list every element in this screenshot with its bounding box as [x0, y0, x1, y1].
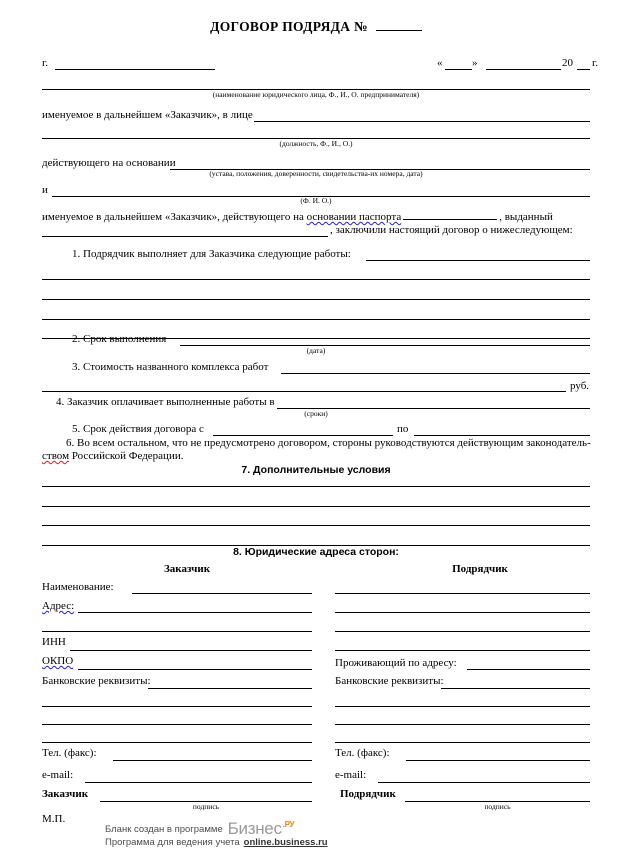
- customer-bank-line-1[interactable]: [148, 688, 312, 689]
- page-title-text: ДОГОВОР ПОДРЯДА №: [210, 19, 368, 34]
- contractor-residing-label: Проживающий по адресу:: [335, 657, 457, 669]
- issued-label: , выданный: [499, 211, 553, 223]
- customer-name-label: Наименование:: [42, 581, 114, 593]
- date-year-line[interactable]: [577, 69, 590, 70]
- clause-5-from-line[interactable]: [213, 435, 393, 436]
- clause-7-line-3[interactable]: [42, 525, 590, 526]
- and-label: и: [42, 184, 48, 196]
- clause-3-unit: руб.: [570, 380, 590, 392]
- contractor-phone-line[interactable]: [406, 760, 590, 761]
- page-title: [0, 18, 632, 36]
- clause-7-line-2[interactable]: [42, 506, 590, 507]
- customer-address-label: [42, 601, 74, 612]
- customer-address-text: Адрес:: [42, 600, 75, 612]
- customer-okpo-text: ОКПО: [42, 655, 74, 667]
- clause-5-mid-label: по: [397, 423, 409, 435]
- contractor-signature-annotation: подпись: [484, 802, 511, 811]
- contractor-phone-label: Тел. (факс):: [335, 747, 390, 759]
- footer-line-1: [105, 820, 328, 836]
- contract-number-blank[interactable]: [376, 20, 422, 31]
- footer-line-1-text: Бланк создан в программе: [105, 824, 223, 835]
- clause-1-line-3[interactable]: [42, 299, 590, 300]
- customer-okpo-line[interactable]: [78, 669, 312, 670]
- date-close-quote: »: [472, 57, 478, 69]
- passport-basis-text: основании паспорта: [306, 211, 402, 223]
- contractor-bank-line-3[interactable]: [335, 724, 590, 725]
- entity-name-annotation: (наименование юридического лица, Ф., И., О. предпринимателя): [212, 90, 420, 99]
- contractor-signature-label: Подрядчик: [340, 788, 396, 800]
- clause-5-to-line[interactable]: [414, 435, 590, 436]
- customer-bank-line-2[interactable]: [42, 706, 312, 707]
- customer-inn-line[interactable]: [70, 650, 312, 651]
- date-year-suffix: г.: [592, 57, 599, 69]
- date-month-line[interactable]: [486, 69, 561, 70]
- clause-6-word-stvom: ством: [42, 450, 70, 462]
- contractor-email-label: e-mail:: [335, 769, 367, 781]
- date-year-prefix: 20: [562, 57, 573, 69]
- contractor-column-heading: Подрядчик: [452, 563, 508, 575]
- customer-email-line[interactable]: [85, 782, 312, 783]
- contractor-bank-line-2[interactable]: [335, 706, 590, 707]
- clause-5-label: 5. Срок действия договора с: [72, 423, 204, 435]
- clause-6-line-2: [42, 451, 183, 462]
- customer-bank-line-3[interactable]: [42, 724, 312, 725]
- clause-7-heading: 7. Дополнительные условия: [241, 464, 391, 476]
- clause-1-line-4[interactable]: [42, 319, 590, 320]
- clause-3-line-1[interactable]: [281, 373, 590, 374]
- customer-passport-row: [42, 209, 553, 223]
- clause-8-heading: 8. Юридические адреса сторон:: [233, 546, 399, 558]
- customer-address-line-2[interactable]: [42, 631, 312, 632]
- customer-phone-label: Тел. (факс):: [42, 747, 97, 759]
- customer-designation-label: именуемое в дальнейшем «Заказчик», в лице: [42, 109, 253, 121]
- customer-representative-line[interactable]: [254, 121, 590, 122]
- clause-6-rest: Российской Федерации.: [69, 450, 184, 462]
- customer-signature-label: Заказчик: [42, 788, 89, 800]
- customer-address-line-1[interactable]: [78, 612, 312, 613]
- position-annotation: (должность, Ф., И., О.): [279, 139, 353, 148]
- footer-line-2: [105, 836, 328, 849]
- passport-issuer-line[interactable]: [42, 236, 328, 237]
- customer-passport-prefix: именуемое в дальнейшем «Заказчик», действующего на: [42, 211, 307, 223]
- brand-tld-text: .РУ: [282, 820, 295, 829]
- contractor-bank-line-1[interactable]: [441, 688, 590, 689]
- stamp-label: М.П.: [42, 813, 66, 825]
- customer-bank-line-4[interactable]: [42, 742, 312, 743]
- clause-1-line-2[interactable]: [42, 279, 590, 280]
- contractor-email-line[interactable]: [378, 782, 590, 783]
- customer-phone-line[interactable]: [113, 760, 312, 761]
- fio-annotation: (Ф. И. О.): [300, 196, 332, 205]
- contractor-line-2[interactable]: [335, 612, 590, 613]
- passport-number-line[interactable]: [403, 209, 497, 220]
- contractor-line-4[interactable]: [335, 650, 590, 651]
- clause-4-annotation: (сроки): [304, 409, 328, 418]
- clause-3-line-2[interactable]: [42, 391, 566, 392]
- clause-7-line-1[interactable]: [42, 486, 590, 487]
- contractor-name-line[interactable]: [335, 593, 590, 594]
- brand-name-text: Бизнес: [227, 819, 282, 838]
- contractor-residing-line[interactable]: [467, 669, 590, 670]
- footer-website-link[interactable]: online.business.ru: [243, 837, 328, 848]
- basis-annotation: (устава, положения, доверенности, свидетельства-их номера, дата): [209, 169, 423, 178]
- clause-6-line-1: 6. Во всем остальном, что не предусмотрено договором, стороны руководствуются действующим законодатель-: [66, 437, 591, 449]
- customer-email-label: e-mail:: [42, 769, 74, 781]
- clause-1-label: 1. Подрядчик выполняет для Заказчика следующие работы:: [72, 248, 351, 260]
- customer-okpo-label: [42, 656, 73, 667]
- footer-line-2-text: Программа для ведения учета: [105, 837, 240, 848]
- customer-bank-label: Банковские реквизиты:: [42, 675, 151, 687]
- date-open-quote: «: [437, 57, 443, 69]
- contractor-bank-line-4[interactable]: [335, 742, 590, 743]
- contractor-line-3[interactable]: [335, 631, 590, 632]
- clause-4-label: 4. Заказчик оплачивает выполненные работы в: [56, 396, 275, 408]
- clause-2-line[interactable]: [180, 345, 590, 346]
- clause-2-annotation: (дата): [306, 346, 326, 355]
- contractor-bank-label: Банковские реквизиты:: [335, 675, 444, 687]
- brand-logo: [227, 819, 295, 838]
- city-label: г.: [42, 57, 49, 69]
- acting-basis-label: действующего на основании: [42, 157, 176, 169]
- clause-3-label: 3. Стоимость названного комплекса работ: [72, 361, 269, 373]
- clause-2-label: 2. Срок выполнения: [72, 333, 167, 345]
- date-day-line[interactable]: [445, 69, 472, 70]
- customer-inn-label: ИНН: [42, 636, 66, 648]
- clause-1-line-1[interactable]: [366, 260, 590, 261]
- footer-branding: [105, 820, 328, 849]
- customer-name-line[interactable]: [132, 593, 312, 594]
- customer-column-heading: Заказчик: [163, 563, 211, 575]
- conclude-label: , заключили настоящий договор о нижеследующем:: [330, 224, 573, 236]
- city-input-line[interactable]: [55, 69, 215, 70]
- customer-signature-annotation: подпись: [192, 802, 220, 811]
